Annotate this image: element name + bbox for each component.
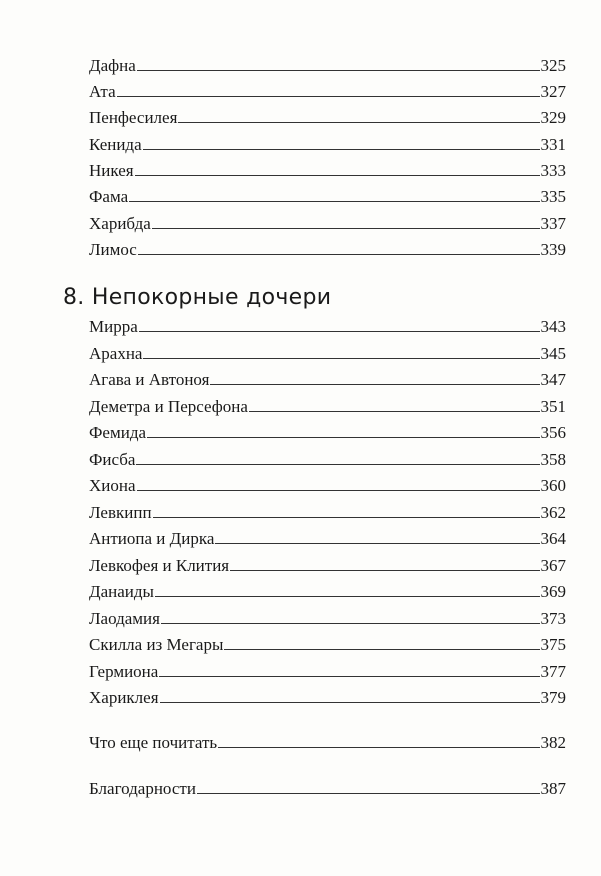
toc-entry-title: Дафна: [89, 56, 136, 75]
toc-entry-title: Лимос: [89, 240, 137, 259]
toc-entry-title: Данаиды: [89, 582, 154, 601]
toc-entry-page: 345: [540, 344, 566, 363]
toc-entry[interactable]: [89, 78, 566, 102]
dot-leader: [153, 517, 540, 518]
toc-entry-title: Фемида: [89, 423, 147, 442]
toc-entry[interactable]: [89, 419, 566, 443]
dot-leader: [137, 490, 540, 491]
toc-entry-title: Лаодамия: [89, 609, 160, 628]
toc-entry-page: 377: [540, 662, 566, 681]
toc-entry[interactable]: [89, 684, 566, 708]
dot-leader: [224, 649, 539, 650]
toc-entry[interactable]: [89, 366, 566, 390]
toc-entry-title: Благодарности: [89, 779, 196, 798]
dot-leader: [117, 96, 540, 97]
toc-entry-title: Ата: [89, 82, 116, 101]
dot-leader: [136, 464, 539, 465]
toc-entry-title: Антиопа и Дирка: [89, 529, 215, 548]
toc-entry-page: 382: [540, 733, 566, 752]
toc-entry-page: 351: [540, 397, 566, 416]
toc-entry-title: Агава и Автоноя: [89, 370, 210, 389]
dot-leader: [129, 201, 539, 202]
dot-leader: [218, 747, 539, 748]
dot-leader: [138, 254, 540, 255]
dot-leader: [159, 676, 539, 677]
toc-entry-page: 339: [540, 240, 566, 259]
toc-entry-further-reading[interactable]: [89, 729, 566, 753]
dot-leader: [249, 411, 540, 412]
toc-entry-title: Пенфесилея: [89, 108, 178, 127]
toc-entry-title: Левкипп: [89, 503, 152, 522]
toc-entry-title: Хиона: [89, 476, 136, 495]
dot-leader: [215, 543, 539, 544]
toc-entry-page: 367: [540, 556, 566, 575]
toc-entry-page: 331: [540, 135, 566, 154]
toc-entry-page: 335: [540, 187, 566, 206]
toc-entry-page: 362: [540, 503, 566, 522]
toc-entry[interactable]: [89, 210, 566, 234]
toc-entry-page: 360: [540, 476, 566, 495]
toc-entry[interactable]: [89, 236, 566, 260]
toc-entry-acknowledgements[interactable]: [89, 775, 566, 799]
toc-entry[interactable]: [89, 605, 566, 629]
toc-entry[interactable]: [89, 658, 566, 682]
toc-entry[interactable]: [89, 446, 566, 470]
dot-leader: [161, 623, 540, 624]
toc-entry-title: Хариклея: [89, 688, 159, 707]
dot-leader: [147, 437, 539, 438]
toc-entry-title: Фама: [89, 187, 129, 206]
toc-entry[interactable]: [89, 393, 566, 417]
dot-leader: [152, 228, 540, 229]
toc-entry-title: Арахна: [89, 344, 143, 363]
dot-leader: [137, 70, 540, 71]
dot-leader: [143, 149, 540, 150]
toc-entry-title: Фисба: [89, 450, 136, 469]
dot-leader: [143, 358, 539, 359]
toc-entry[interactable]: [89, 631, 566, 655]
toc-entry-page: 375: [540, 635, 566, 654]
toc-entry-title: Что еще почитать: [89, 733, 218, 752]
toc-entry-title: Харибда: [89, 214, 151, 233]
toc-entry-page: 327: [540, 82, 566, 101]
toc-entry-page: 379: [540, 688, 566, 707]
dot-leader: [197, 793, 540, 794]
toc-entry-page: 369: [540, 582, 566, 601]
toc-entry-page: 387: [540, 779, 566, 798]
chapter-heading[interactable]: 8. Непокорные дочери: [63, 285, 332, 310]
toc-entry[interactable]: [89, 104, 566, 128]
toc-entry-title: Мирра: [89, 317, 138, 336]
toc-entry[interactable]: [89, 313, 566, 337]
toc-entry-title: Кенида: [89, 135, 142, 154]
toc-entry-page: 329: [540, 108, 566, 127]
toc-entry[interactable]: [89, 578, 566, 602]
dot-leader: [210, 384, 539, 385]
toc-entry[interactable]: [89, 183, 566, 207]
toc-entry-page: 337: [540, 214, 566, 233]
dot-leader: [230, 570, 539, 571]
toc-entry-title: Никея: [89, 161, 134, 180]
toc-entry[interactable]: [89, 340, 566, 364]
toc-entry[interactable]: [89, 552, 566, 576]
toc-entry[interactable]: [89, 52, 566, 76]
toc-entry-page: 364: [540, 529, 566, 548]
toc-entry-title: Деметра и Персефона: [89, 397, 248, 416]
toc-entry[interactable]: [89, 525, 566, 549]
toc-entry-page: 373: [540, 609, 566, 628]
toc-entry-page: 343: [540, 317, 566, 336]
toc-entry-title: Гермиона: [89, 662, 159, 681]
dot-leader: [155, 596, 540, 597]
toc-entry-page: 325: [540, 56, 566, 75]
dot-leader: [178, 122, 539, 123]
dot-leader: [135, 175, 540, 176]
toc-entry-title: Скилла из Мегары: [89, 635, 224, 654]
toc-entry[interactable]: [89, 499, 566, 523]
toc-entry-page: 358: [540, 450, 566, 469]
dot-leader: [160, 702, 540, 703]
toc-entry-title: Левкофея и Клития: [89, 556, 230, 575]
toc-entry[interactable]: [89, 472, 566, 496]
toc-entry-page: 356: [540, 423, 566, 442]
dot-leader: [139, 331, 540, 332]
toc-entry-page: 347: [540, 370, 566, 389]
toc-entry[interactable]: [89, 157, 566, 181]
toc-entry-page: 333: [540, 161, 566, 180]
toc-entry[interactable]: [89, 131, 566, 155]
